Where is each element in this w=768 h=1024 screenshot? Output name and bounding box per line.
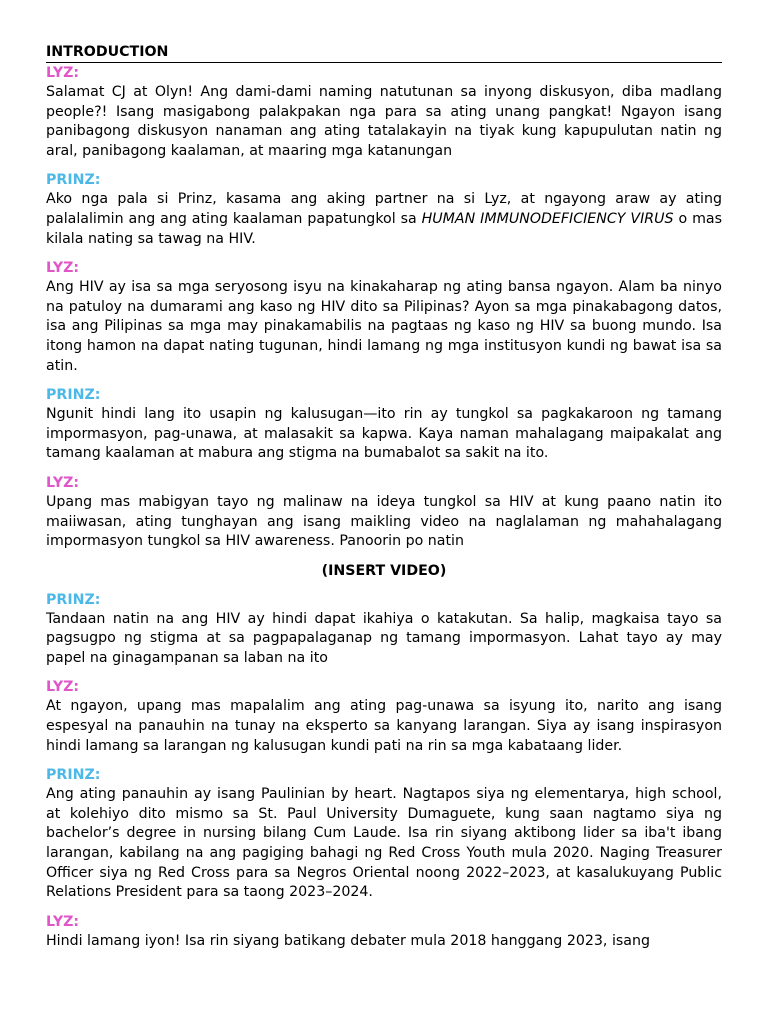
speaker-label: LYZ:: [46, 913, 80, 930]
emphasized-term: HUMAN IMMUNODEFICIENCY VIRUS: [421, 210, 674, 227]
dialogue-text: Ang HIV ay isa sa mga seryosong isyu na kinakaharap ng ating bansa ngayon. Alam ba ninyo na patuloy na dumarami ang kaso ng HIV dito sa Pilipinas? Ayon sa mga pinakabagong datos, isa ang Pilipinas sa mga may pinakamabilis na pagtaas ng kaso ng HIV sa buong mundo. Isa itong hamon na dapat nating tugunan, hindi lamang ng mga institusyon kundi ng bawat isa sa atin.: [46, 279, 722, 374]
dialogue-text-part: Ako nga pala si Prinz, kasama ang aking partner na si Lyz, at ngayong araw ay ating palalalimin ang ang ating kaalaman papatungkol sa: [46, 191, 722, 227]
document-page: [46, 42, 722, 960]
speaker-label: LYZ:: [46, 260, 80, 277]
dialogue-block: [46, 385, 722, 464]
dialogue-text-part: o mas kilala nating sa tawag na HIV.: [46, 210, 723, 247]
speaker-label: PRINZ:: [46, 172, 101, 189]
dialogue-block: [46, 912, 722, 952]
speaker-label: LYZ:: [46, 679, 80, 696]
dialogue-text: Salamat CJ at Olyn! Ang dami-dami naming natutunan sa inyong diskusyon, diba madlang people?! Isang masigabong palakpakan nga para sa ating unang pangkat! Ngayon isang panibagong diskusyon nanaman ang ating tatalakayin na tiyak kung kapupulutan natin ng aral, panibagong kaalaman, at maaring mga katanungan: [46, 84, 722, 159]
speaker-label: PRINZ:: [46, 591, 101, 608]
dialogue-text: Tandaan natin na ang HIV ay hindi dapat ikahiya o katakutan. Sa halip, magkaisa tayo sa pagsugpo ng stigma at sa pagpapalaganap ng tamang impormasyon. Lahat tayo ay may papel na ginagampanan sa laban na ito: [46, 610, 722, 666]
dialogue-block: [46, 765, 722, 903]
section-heading: INTRODUCTION: [46, 42, 722, 63]
dialogue-text: Hindi lamang iyon! Isa rin siyang batikang debater mula 2018 hanggang 2023, isang: [46, 932, 650, 949]
dialogue-block: [46, 63, 722, 161]
dialogue-text: Ang ating panauhin ay isang Paulinian by heart. Nagtapos siya ng elementarya, high school, at kolehiyo dito mismo sa St. Paul University Dumaguete, kung saan nagtamo siya ng bachelor’s degree in nursing bilang Cum Laude. Isa rin siyang aktibong lider sa iba't ibang larangan, kabilang na ang pagiging bahagi ng Red Cross Youth mula 2020. Naging Treasurer Officer siya ng Red Cross para sa Negros Oriental noong 2022–2023, at kasalukuyang Public Relations President para sa taong 2023–2024.: [46, 786, 722, 901]
dialogue-block: [46, 258, 722, 376]
insert-video-cue: (INSERT VIDEO): [321, 562, 447, 579]
dialogue-text: Ngunit hindi lang ito usapin ng kalusugan—ito rin ay tungkol sa pagkakaroon ng tamang impormasyon, pag-unawa, at malasakit sa kapwa. Kaya naman mahalagang maipakalat ang tamang kaalaman at mabura ang stigma na bumabalot sa sakit na ito.: [46, 406, 722, 462]
dialogue-block: [46, 590, 722, 669]
speaker-label: PRINZ:: [46, 387, 101, 404]
dialogue-block: [46, 170, 722, 249]
dialogue-text: At ngayon, upang mas mapalalim ang ating pag-unawa sa isyung ito, narito ang isang espesyal na panauhin na tunay na eksperto sa kanyang larangan. Siya ay isang inspirasyon hindi lamang sa larangan ng kalusugan kundi pati na rin sa mga kabataang lider.: [46, 698, 722, 754]
speaker-label: PRINZ:: [46, 767, 101, 784]
dialogue-text: [46, 190, 722, 249]
speaker-label: LYZ:: [46, 474, 80, 491]
speaker-label: LYZ:: [46, 65, 80, 81]
dialogue-text: Upang mas mabigyan tayo ng malinaw na ideya tungkol sa HIV at kung paano natin ito maiiwasan, ating tunghayan ang isang maikling video na naglalaman ng mahahalagang impormasyon tungkol sa HIV awareness. Panoorin po natin: [46, 493, 722, 550]
dialogue-block: [46, 677, 722, 756]
dialogue-block: [46, 473, 722, 552]
